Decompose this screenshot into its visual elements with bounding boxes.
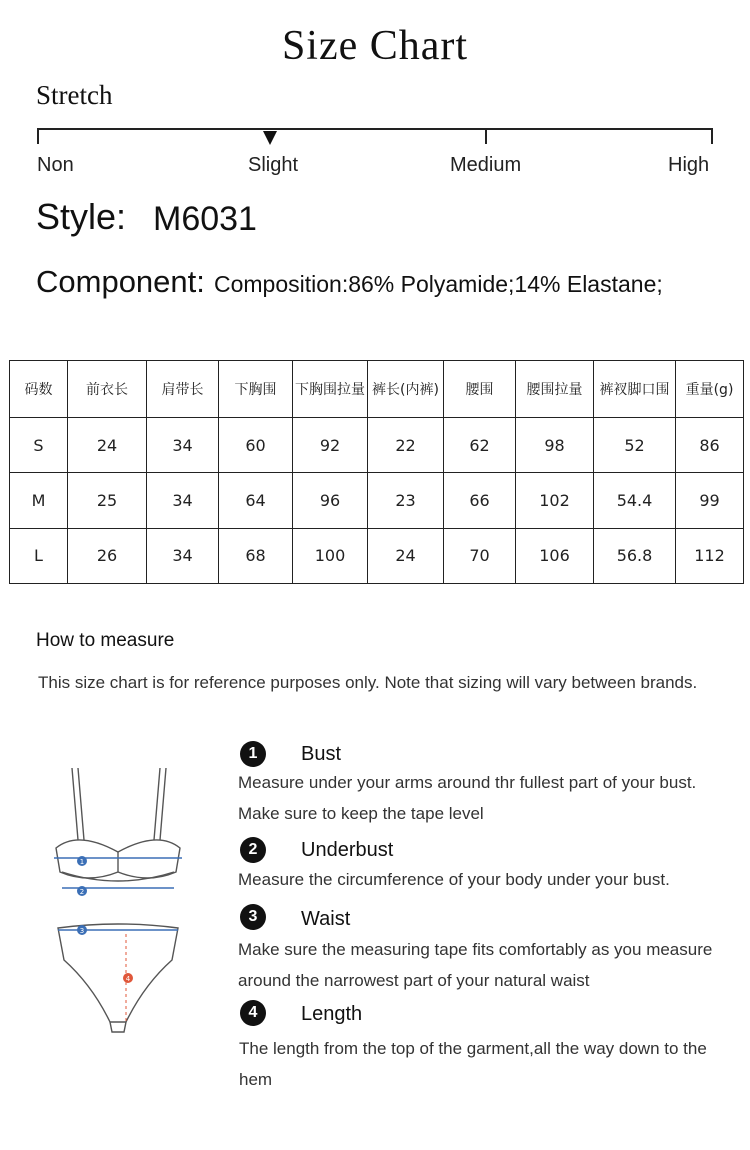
table-cell: 25 [68,473,147,528]
stretch-tick-non [37,128,39,144]
table-cell: S [10,418,68,473]
step-2-icon: 2 [240,837,266,863]
table-cell: 106 [516,528,594,583]
length-heading: Length [301,1003,363,1025]
table-row [10,473,744,528]
step-1-icon: 1 [240,741,266,767]
length-text: The length from the top of the garment,all the way down to the hem [239,1039,707,1089]
stretch-tick-medium [485,128,487,144]
table-cell: 100 [293,528,368,583]
table-cell: 60 [219,418,293,473]
table-cell: 99 [676,473,744,528]
step-4-icon: 4 [240,1000,266,1026]
stretch-level-high: High [668,154,710,176]
component-value: Composition:86% Polyamide;14% Elastane; [214,271,663,297]
table-cell: 112 [676,528,744,583]
table-header-row [10,361,744,418]
table-header-cell: 腰围 [444,361,516,418]
table-cell: 52 [594,418,676,473]
marker-2-label: 2 [79,888,85,896]
table-header-cell: 肩带长 [147,361,219,418]
stretch-level-non: Non [37,154,74,176]
bust-heading: Bust [301,743,342,765]
table-header-cell: 裤长(内裤) [368,361,444,418]
waist-heading: Waist [301,908,351,930]
table-cell: 23 [368,473,444,528]
how-to-measure-heading: How to measure [36,630,175,651]
table-cell: 24 [68,418,147,473]
page-title: Size Chart [281,23,469,69]
table-cell: 70 [444,528,516,583]
table-header-cell: 下胸围 [219,361,293,418]
table-cell: 62 [444,418,516,473]
table-cell: 92 [293,418,368,473]
table-cell: 56.8 [594,528,676,583]
table-cell: 24 [368,528,444,583]
table-header-cell: 码数 [10,361,68,418]
marker-3-label: 3 [79,927,85,935]
stretch-heading: Stretch [36,80,113,110]
table-cell: 66 [444,473,516,528]
size-table [9,360,744,584]
underbust-text: Measure the circumference of your body under your bust. [238,870,670,889]
table-cell: 98 [516,418,594,473]
table-cell: 96 [293,473,368,528]
stretch-level-slight: Slight [248,154,299,176]
table-header-cell: 前衣长 [68,361,147,418]
stretch-level-medium: Medium [450,154,522,176]
marker-4-label: 4 [125,975,131,983]
table-cell: 54.4 [594,473,676,528]
table-cell: 86 [676,418,744,473]
table-header-cell: 腰围拉量 [516,361,594,418]
table-cell: M [10,473,68,528]
bust-text: Measure under your arms around thr fullest part of your bust. Make sure to keep the tape level [238,773,697,823]
table-row [10,528,744,583]
reference-note: This size chart is for reference purposes only. Note that sizing will vary between brands. [38,673,698,692]
step-3-icon: 3 [240,904,266,930]
marker-1-label: 1 [79,858,85,866]
waist-text: Make sure the measuring tape fits comfortably as you measure around the narrowest part of your natural waist [238,940,713,990]
table-cell: 64 [219,473,293,528]
stretch-tick-high [711,128,713,144]
style-value: M6031 [153,200,257,238]
table-cell: 34 [147,473,219,528]
table-cell: L [10,528,68,583]
table-cell: 26 [68,528,147,583]
stretch-scale-line [37,128,713,130]
table-header-cell: 重量(g) [676,361,744,418]
table-cell: 34 [147,528,219,583]
table-cell: 102 [516,473,594,528]
table-cell: 68 [219,528,293,583]
stretch-selected-marker-icon [263,131,277,145]
table-header-cell: 下胸围拉量 [293,361,368,418]
component-label: Component: [36,264,205,299]
table-cell: 22 [368,418,444,473]
garment-illustration [48,760,188,1040]
underbust-heading: Underbust [301,839,394,861]
table-cell: 34 [147,418,219,473]
style-label: Style: [36,196,127,237]
table-row [10,418,744,473]
table-header-cell: 裤衩脚口围 [594,361,676,418]
